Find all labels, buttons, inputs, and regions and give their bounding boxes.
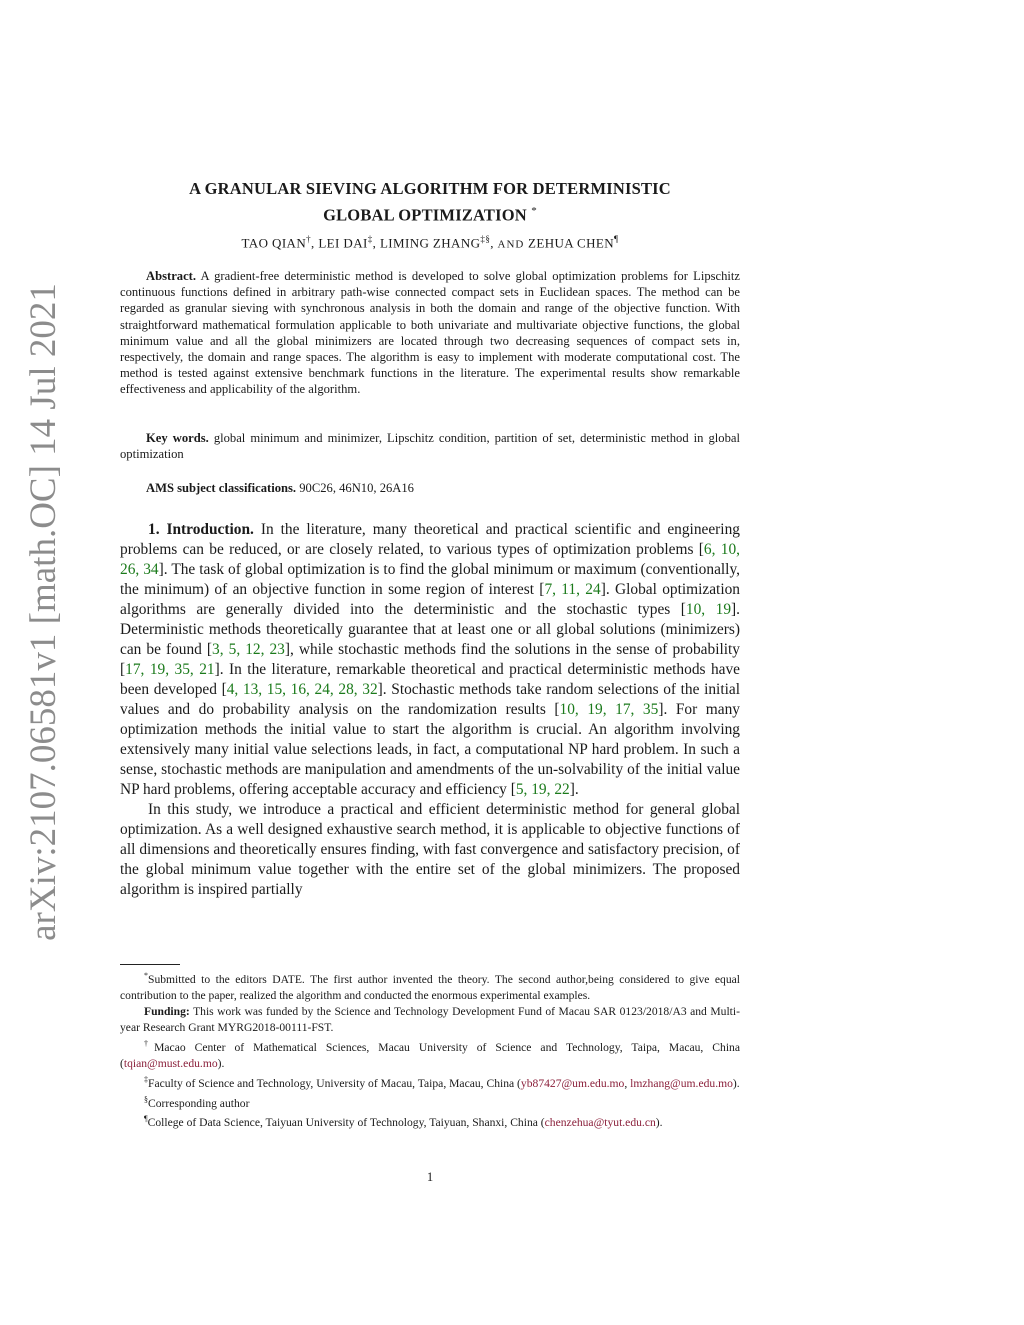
author-2-mark: ‡ (367, 234, 373, 244)
page-number: 1 (426, 1170, 434, 1184)
intro-text: ]. Stochastic methods take random selections of the initial values and do probability analysis on the randomization results [ (120, 681, 740, 718)
paper-title (120, 178, 740, 227)
author-conjunction: AND (497, 238, 525, 251)
author-4-mark: ¶ (614, 234, 619, 244)
email-link[interactable]: yb87427@um.edu.mo (520, 1076, 625, 1090)
intro-text: ]. Deterministic methods theoretically guarantee that at least one or all global solutions (minimizers) can be found [ (120, 601, 740, 658)
footnote-text: College of Data Science, Taiyuan University of Technology, Taiyuan, Shanxi, China ( (147, 1116, 545, 1130)
author-4: ZEHUA CHEN (528, 235, 615, 251)
footnotes (120, 968, 740, 1131)
intro-text: ]. In the literature, remarkable theoretical and practical deterministic methods have been developed [ (120, 661, 741, 698)
citation-link[interactable]: 5, 19, 22 (515, 781, 570, 798)
footnote-mark: ‡ (144, 1074, 148, 1084)
footnote-mark: § (144, 1094, 148, 1104)
intro-paragraph-1 (120, 520, 740, 800)
footnote-text: , (624, 1076, 631, 1090)
footnote-affiliation-3 (120, 1111, 740, 1131)
footnote-text: This work was funded by the Science and Technology Development Fund of Macau SAR 0123/2018/A3 and Multi-year Research Grant MYRG2018-00111-FST. (120, 1004, 740, 1034)
footnote-text: Faculty of Science and Technology, University of Macau, Taipa, Macau, China ( (148, 1076, 521, 1090)
section-heading: Introduction. (166, 521, 254, 538)
abstract-text: A gradient-free deterministic method is developed to solve global optimization problems for Lipschitz continuous functions defined in arbitrary path-wise connected compact sets in Euclidean spaces. The method can be regarded as granular sieving with synchronous analysis in both the domain and range of the objective function. With straightforward mathematical formulation applicable to both univariate and multivariate objective functions, the global minimum value and all the global minimizers are located through two decreasing sequences of compact sets in, respectively, the domain and range spaces. The algorithm is easy to implement with moderate computational cost. The method is tested against extensive benchmark functions in the literature. The experimental results show remarkable effectiveness and applicability of the algorithm. (120, 269, 740, 397)
footnote-text: ). (655, 1116, 663, 1130)
footnote-mark: ¶ (144, 1114, 148, 1124)
funding-label: Funding: (144, 1004, 190, 1018)
ams-classification (146, 481, 740, 496)
footnote-submitted (120, 968, 740, 1004)
intro-text: ]. For many optimization methods the initial value to start the algorithm is crucial. An algorithm involving extensively many initial value selections leads, in fact, a computational NP hard problem. In such a sense, stochastic methods are manipulation and amendments of the un-solvability of the initial value NP hard problems, offering acceptable accuracy and efficiency [ (120, 701, 740, 798)
email-link[interactable]: lmzhang@um.edu.mo (630, 1076, 733, 1090)
footnote-text: ). (732, 1076, 740, 1090)
footnote-rule (120, 964, 180, 965)
arxiv-sidebar (0, 0, 80, 1325)
email-link[interactable]: tqian@must.edu.mo (123, 1056, 218, 1070)
keywords-label: Key words. (146, 431, 209, 445)
footnote-affiliation-2 (120, 1072, 740, 1092)
author-2: LEI DAI (318, 235, 368, 251)
author-1-mark: † (306, 234, 312, 244)
citation-link[interactable]: 10, 19, 17, 35 (559, 701, 659, 718)
abstract (120, 268, 740, 398)
author-list: TAO QIAN†, LEI DAI‡, LIMING ZHANG‡§, AND ZEHUA CHEN¶ (241, 234, 619, 251)
author-3-mark: ‡§ (480, 234, 491, 244)
introduction-section (120, 520, 740, 900)
intro-text: ]. Global optimization algorithms are generally divided into the deterministic and the stochastic types [ (120, 581, 740, 618)
footnote-text: Corresponding author (148, 1096, 250, 1110)
citation-link[interactable]: 17, 19, 35, 21 (125, 661, 215, 678)
keywords-text: global minimum and minimizer, Lipschitz condition, partition of set, deterministic method in global optimization (120, 431, 740, 462)
intro-paragraph-2: In this study, we introduce a practical and efficient deterministic method for general global optimization. As a well designed exhaustive search method, it is applicable to objective functions of all dimensions and theoretically ensures finding, with fast convergence and satisfactory precision, of the global minimum value together with the entire set of the global minimizers. The proposed algorithm is inspired partially (120, 801, 740, 898)
citation-link[interactable]: 3, 5, 12, 23 (212, 641, 285, 658)
intro-text: ], while stochastic methods find the solutions in the sense of probability [ (120, 641, 740, 678)
section-number: 1. (148, 521, 160, 538)
intro-text: In the literature, many theoretical and practical scientific and engineering problems can be reduced, or are closely related, to various types of optimization problems [ (120, 521, 740, 558)
citation-link[interactable]: 10, 19 (685, 601, 732, 618)
footnote-affiliation-1 (120, 1036, 740, 1072)
intro-text: ]. (569, 781, 579, 798)
title-line-2-text: GLOBAL OPTIMIZATION (323, 205, 527, 225)
footnote-corresponding (120, 1092, 740, 1112)
footnote-text: Macao Center of Mathematical Sciences, Macau University of Science and Technology, Taipa, Macau, China ( (120, 1040, 741, 1070)
arxiv-identifier-stamp: arXiv:2107.06581v1 [math.OC] 14 Jul 2021 (23, 283, 64, 941)
title-line-2 (120, 200, 740, 227)
footnote-funding (120, 1004, 740, 1036)
author-3: LIMING ZHANG (379, 235, 481, 251)
citation-link[interactable]: 6, 10, 26, 34 (120, 541, 740, 578)
title-line-1: A GRANULAR SIEVING ALGORITHM FOR DETERMINISTIC (189, 179, 671, 198)
citation-link[interactable]: 4, 13, 15, 16, 24, 28, 32 (226, 681, 378, 698)
author-1: TAO QIAN (241, 235, 307, 251)
footnote-mark: † (144, 1038, 155, 1048)
title-footnote-marker: * (531, 205, 537, 217)
ams-label: AMS subject classifications. (146, 481, 297, 495)
keywords (120, 430, 740, 462)
footnote-text: ). (217, 1056, 225, 1070)
email-link[interactable]: chenzehua@tyut.edu.cn (544, 1116, 656, 1130)
citation-link[interactable]: 7, 11, 24 (544, 581, 601, 598)
ams-text: 90C26, 46N10, 26A16 (299, 481, 414, 495)
footnote-mark: * (144, 971, 148, 980)
intro-text: ]. The task of global optimization is to find the global minimum or maximum (conventionally, the minimum) of an objective function in some region of interest [ (120, 561, 740, 598)
abstract-label: Abstract. (146, 269, 197, 283)
footnote-text: Submitted to the editors DATE. The first author invented the theory. The second author,being considered to give equal contribution to the paper, realized the algorithm and conducted the enormous experimental examples. (120, 972, 740, 1002)
